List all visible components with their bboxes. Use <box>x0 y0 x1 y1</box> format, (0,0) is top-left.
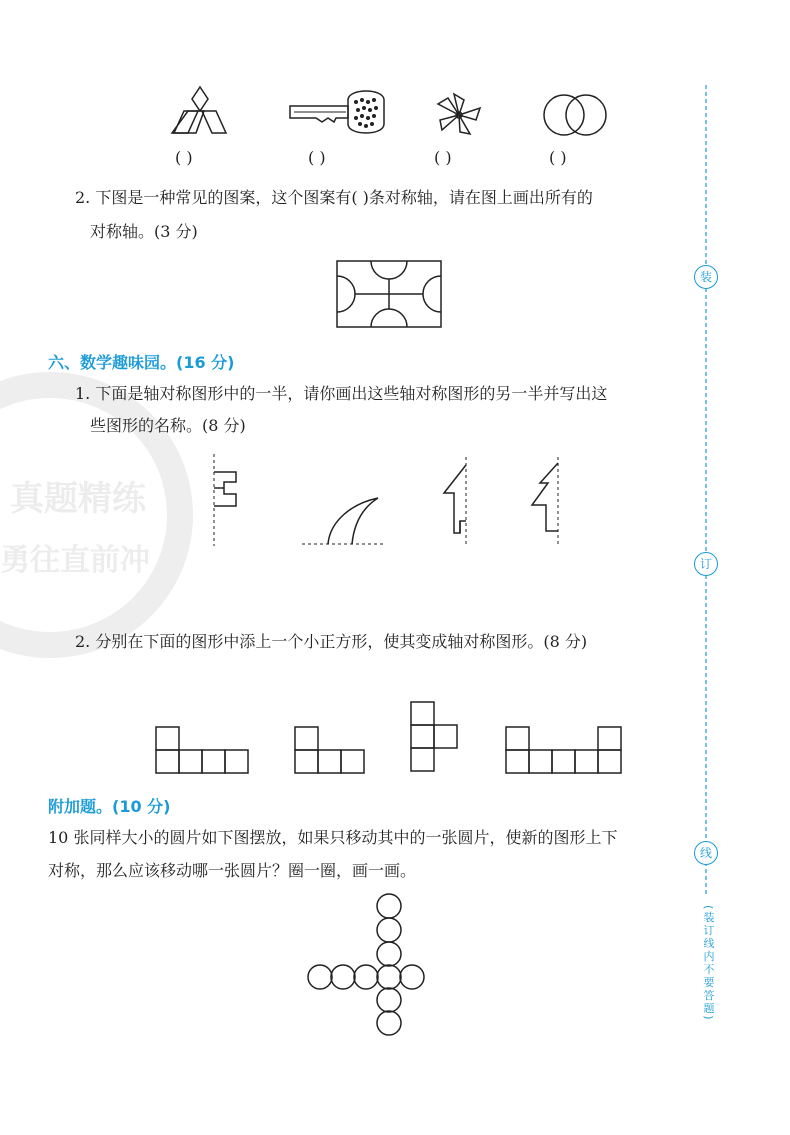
watermark-logo <box>0 370 200 660</box>
pinwheel-icon <box>432 90 487 140</box>
binding-seal-bottom: 线 <box>694 841 718 865</box>
square-figure-1 <box>155 726 251 774</box>
q5-2-line2: 对称轴。(3 分) <box>90 222 198 241</box>
s6-q2: 2. 分别在下面的图形中添上一个小正方形，使其变成轴对称图形。(8 分) <box>75 632 588 651</box>
answer-blank-4[interactable]: ( ) <box>549 148 567 167</box>
section-6-title: 六、数学趣味园。(16 分) <box>48 353 235 372</box>
square-figure-3 <box>410 701 460 773</box>
overlapping-circles-icon <box>540 92 610 138</box>
coin-arrangement-figure <box>306 893 430 1037</box>
square-figure-4 <box>505 726 625 774</box>
binding-note: (装订线内不要答题) <box>702 905 715 1022</box>
half-figure-1 <box>210 452 250 548</box>
square-figure-2 <box>294 726 368 774</box>
key-icon <box>288 88 388 138</box>
s6-q1-line2: 些图形的名称。(8 分) <box>90 416 246 435</box>
watermark-text-2: 勇往直前冲 <box>0 543 150 578</box>
rectangle-pattern-figure <box>336 260 442 328</box>
half-figure-3 <box>440 455 480 549</box>
bonus-title: 附加题。(10 分) <box>48 797 171 816</box>
answer-blank-3[interactable]: ( ) <box>434 148 452 167</box>
binding-seal-top: 装 <box>694 265 718 289</box>
trefoil-diamonds-icon <box>170 85 230 140</box>
answer-blank-1[interactable]: ( ) <box>175 148 193 167</box>
q5-2-line1: 2. 下图是一种常见的图案，这个图案有( )条对称轴，请在图上画出所有的 <box>75 188 593 207</box>
bonus-line2: 对称，那么应该移动哪一张圆片？圈一圈，画一画。 <box>48 861 417 880</box>
half-figure-2 <box>300 494 390 550</box>
bonus-line1: 10 张同样大小的圆片如下图摆放，如果只移动其中的一张圆片，使新的图形上下 <box>48 828 618 847</box>
s6-q1-line1: 1. 下面是轴对称图形中的一半，请你画出这些轴对称图形的另一半并写出这 <box>75 384 608 403</box>
answer-blank-2[interactable]: ( ) <box>308 148 326 167</box>
watermark-text-1: 真题精练 <box>10 479 146 519</box>
half-figure-4 <box>528 455 568 549</box>
binding-seal-mid: 订 <box>694 552 718 576</box>
